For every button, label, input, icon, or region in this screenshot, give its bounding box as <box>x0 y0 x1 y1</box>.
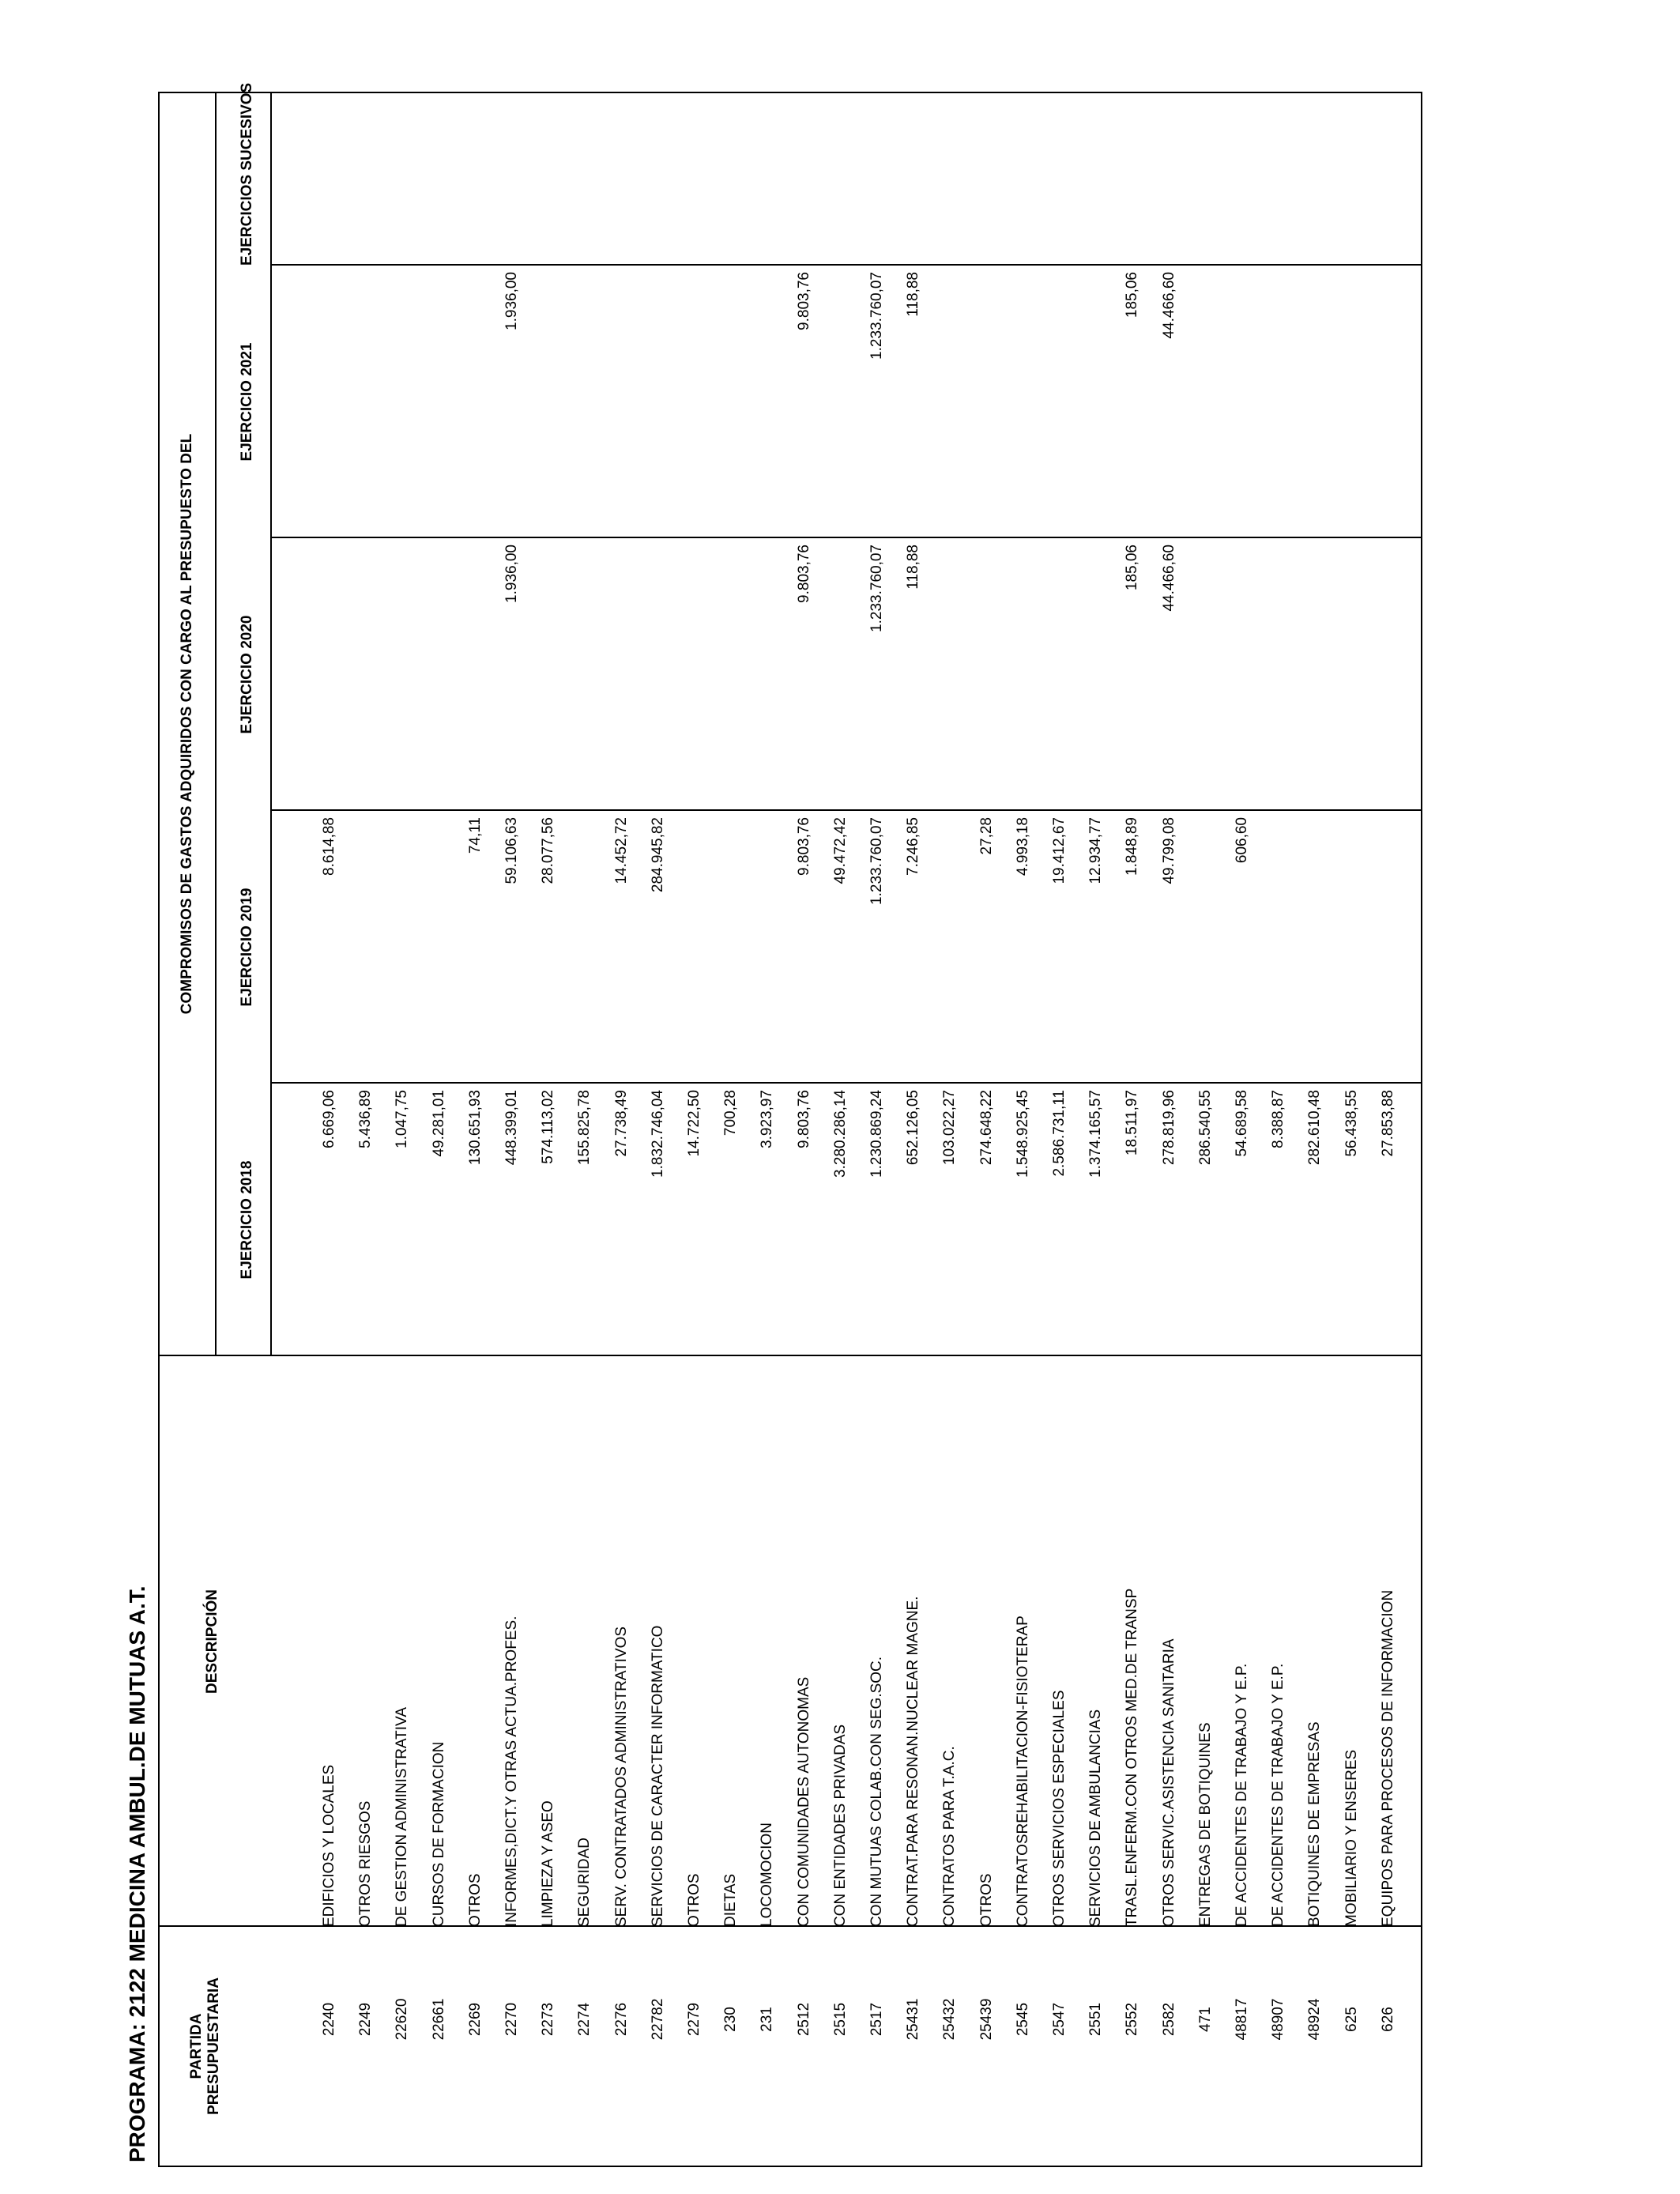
cell-descripcion: DIETAS <box>722 1873 740 1927</box>
header-descripcion: DESCRIPCIÓN <box>204 1589 220 1694</box>
header-partida <box>188 1927 223 2166</box>
cell-ejercicio-2018: 286.540,55 <box>1196 1090 1214 1166</box>
cell-partida: 25432 <box>941 1998 959 2041</box>
cell-ejercicio-2018: 103.022,27 <box>941 1090 959 1166</box>
col-divider-descripcion <box>160 1355 1421 1356</box>
cell-ejercicio-2018: 5.436,89 <box>357 1090 375 1148</box>
cell-partida: 2269 <box>466 2002 484 2037</box>
cell-ejercicio-2018: 3.923,97 <box>759 1090 776 1148</box>
cell-descripcion: CON ENTIDADES PRIVADAS <box>831 1724 849 1927</box>
cell-ejercicio-2020: 1.936,00 <box>503 545 520 603</box>
cell-descripcion: TRASL.ENFERM.CON OTROS MED.DE TRANSP <box>1124 1588 1141 1927</box>
cell-descripcion: CON MUTUAS COLAB.CON SEG.SOC. <box>868 1656 885 1927</box>
header-ejercicios-sucesivos: EJERCICIOS SUCESIVOS <box>239 82 255 266</box>
cell-ejercicio-2018: 278.819,96 <box>1160 1090 1177 1166</box>
cell-descripcion: EDIFICIOS Y LOCALES <box>321 1764 337 1927</box>
cell-descripcion: EQUIPOS PARA PROCESOS DE INFORMACION <box>1379 1589 1396 1927</box>
header-partida-line2: PRESUPUESTARIA <box>205 1977 222 2115</box>
cell-descripcion: BOTIQUINES DE EMPRESAS <box>1306 1721 1324 1927</box>
cell-partida: 2276 <box>612 2002 630 2037</box>
cell-partida: 22620 <box>394 1998 411 2041</box>
cell-ejercicio-2018: 27.738,49 <box>612 1090 630 1157</box>
cell-descripcion: DE ACCIDENTES DE TRABAJO Y E.P. <box>1234 1663 1250 1927</box>
cell-partida: 230 <box>722 2007 740 2032</box>
header-divider-compromisos <box>215 93 217 1356</box>
header-ejercicio-2020: EJERCICIO 2020 <box>239 615 255 734</box>
cell-partida: 48907 <box>1270 1998 1287 2041</box>
cell-descripcion: CONTRATOSREHABILITACION-FISIOTERAP <box>1014 1615 1031 1927</box>
cell-ejercicio-2018: 54.689,58 <box>1234 1090 1250 1157</box>
cell-ejercicio-2019: 28.077,56 <box>540 817 557 884</box>
cell-partida: 2270 <box>503 2002 520 2037</box>
cell-ejercicio-2018: 574.113,02 <box>540 1090 557 1164</box>
cell-ejercicio-2019: 49.799,08 <box>1160 817 1177 884</box>
cell-partida: 2547 <box>1051 2002 1068 2037</box>
col-divider-2021 <box>270 264 1421 266</box>
cell-ejercicio-2019: 1.233.760,07 <box>868 817 885 905</box>
cell-ejercicio-2018: 8.388,87 <box>1270 1090 1287 1148</box>
header-ejercicio-2019: EJERCICIO 2019 <box>239 888 255 1007</box>
cell-ejercicio-2020: 9.803,76 <box>795 545 812 603</box>
cell-ejercicio-2019: 7.246,85 <box>905 817 922 876</box>
cell-descripcion: DE ACCIDENTES DE TRABAJO Y E.P. <box>1270 1663 1287 1927</box>
cell-descripcion: OTROS RIESGOS <box>357 1800 375 1927</box>
cell-ejercicio-2018: 1.047,75 <box>394 1090 411 1148</box>
cell-ejercicio-2018: 155.825,78 <box>576 1090 593 1166</box>
header-compromisos: COMPROMISOS DE GASTOS ADQUIRIDOS CON CARGO AL PRESUPUESTO DEL <box>179 433 195 1015</box>
header-ejercicio-2021: EJERCICIO 2021 <box>239 342 255 462</box>
cell-ejercicio-2021: 44.466,60 <box>1160 272 1177 339</box>
cell-partida: 2512 <box>795 2002 812 2037</box>
cell-ejercicio-2018: 27.853,88 <box>1379 1090 1396 1157</box>
cell-partida: 2517 <box>868 2002 885 2037</box>
cell-ejercicio-2018: 14.722,50 <box>686 1090 703 1157</box>
cell-descripcion: MOBILIARIO Y ENSERES <box>1343 1749 1360 1927</box>
cell-ejercicio-2018: 56.438,55 <box>1343 1090 1360 1157</box>
header-partida-line1: PARTIDA <box>188 2013 205 2079</box>
cell-ejercicio-2020: 118,88 <box>905 545 922 590</box>
cell-ejercicio-2018: 2.586.731,11 <box>1051 1090 1068 1177</box>
cell-ejercicio-2019: 8.614,88 <box>321 817 337 876</box>
cell-descripcion: LIMPIEZA Y ASEO <box>540 1800 557 1927</box>
cell-ejercicio-2019: 49.472,42 <box>831 817 849 884</box>
cell-partida: 2249 <box>357 2002 375 2037</box>
cell-descripcion: CONTRATOS PARA T.A.C. <box>941 1746 959 1927</box>
cell-ejercicio-2019: 59.106,63 <box>503 817 520 884</box>
cell-ejercicio-2018: 9.803,76 <box>795 1090 812 1148</box>
cell-ejercicio-2018: 1.374.165,57 <box>1087 1090 1105 1178</box>
cell-descripcion: CURSOS DE FORMACION <box>430 1741 447 1927</box>
header-divider-ejercicios <box>270 93 272 1356</box>
cell-ejercicio-2018: 282.610,48 <box>1306 1090 1324 1166</box>
col-divider-2019 <box>270 809 1421 811</box>
cell-ejercicio-2018: 700,28 <box>722 1090 740 1137</box>
cell-ejercicio-2019: 14.452,72 <box>612 817 630 884</box>
cell-partida: 2240 <box>321 2002 337 2037</box>
cell-ejercicio-2018: 274.648,22 <box>977 1090 995 1166</box>
budget-table <box>158 82 1422 2167</box>
cell-descripcion: ENTREGAS DE BOTIQUINES <box>1196 1722 1214 1927</box>
cell-descripcion: SERV. CONTRATADOS ADMINISTRATIVOS <box>612 1626 630 1927</box>
cell-descripcion: SEGURIDAD <box>576 1838 593 1927</box>
cell-descripcion: CONTRAT.PARA RESONAN.NUCLEAR MAGNE. <box>905 1596 922 1927</box>
col-divider-partida <box>160 1925 1421 1927</box>
cell-ejercicio-2018: 448.399,01 <box>503 1090 520 1166</box>
cell-ejercicio-2021: 1.233.760,07 <box>868 272 885 360</box>
cell-descripcion: OTROS <box>686 1873 703 1927</box>
cell-ejercicio-2019: 4.993,18 <box>1014 817 1031 876</box>
cell-ejercicio-2020: 1.233.760,07 <box>868 545 885 632</box>
cell-partida: 2279 <box>686 2002 703 2037</box>
header-ejercicio-2018: EJERCICIO 2018 <box>239 1160 255 1280</box>
cell-descripcion: DE GESTION ADMINISTRATIVA <box>394 1707 411 1927</box>
cell-descripcion: INFORMES,DICT.Y OTRAS ACTUA.PROFES. <box>503 1615 520 1927</box>
cell-ejercicio-2018: 49.281,01 <box>430 1090 447 1157</box>
cell-partida: 22661 <box>430 1998 447 2041</box>
cell-ejercicio-2021: 9.803,76 <box>795 272 812 330</box>
cell-ejercicio-2021: 1.936,00 <box>503 272 520 330</box>
cell-ejercicio-2019: 9.803,76 <box>795 817 812 876</box>
cell-partida: 2515 <box>831 2002 849 2037</box>
cell-partida: 625 <box>1343 2007 1360 2032</box>
page-title: PROGRAMA: 2122 MEDICINA AMBUL.DE MUTUAS A.T. <box>125 1585 149 2162</box>
cell-partida: 2552 <box>1124 2002 1141 2037</box>
cell-ejercicio-2021: 118,88 <box>905 272 922 317</box>
cell-partida: 48817 <box>1234 1998 1250 2041</box>
cell-ejercicio-2020: 185,06 <box>1124 545 1141 591</box>
cell-descripcion: CON COMUNIDADES AUTONOMAS <box>795 1676 812 1927</box>
cell-partida: 22782 <box>649 1998 666 2041</box>
cell-partida: 25431 <box>905 1998 922 2041</box>
cell-partida: 25439 <box>977 1998 995 2041</box>
cell-partida: 471 <box>1196 2007 1214 2032</box>
cell-partida: 2545 <box>1014 2002 1031 2037</box>
cell-ejercicio-2018: 3.280.286,14 <box>831 1090 849 1178</box>
cell-ejercicio-2018: 130.651,93 <box>466 1090 484 1166</box>
cell-ejercicio-2019: 19.412,67 <box>1051 817 1068 884</box>
cell-ejercicio-2018: 1.548.925,45 <box>1014 1090 1031 1178</box>
cell-ejercicio-2018: 1.230.869,24 <box>868 1090 885 1178</box>
cell-ejercicio-2018: 6.669,06 <box>321 1090 337 1148</box>
cell-descripcion: SERVICIOS DE CARACTER INFORMATICO <box>649 1625 666 1927</box>
cell-partida: 2274 <box>576 2002 593 2037</box>
cell-descripcion: SERVICIOS DE AMBULANCIAS <box>1087 1709 1105 1927</box>
cell-ejercicio-2018: 1.832.746,04 <box>649 1090 666 1178</box>
cell-descripcion: OTROS <box>977 1873 995 1927</box>
cell-partida: 48924 <box>1306 1998 1324 2041</box>
cell-ejercicio-2018: 18.511,97 <box>1124 1090 1141 1156</box>
cell-descripcion: OTROS <box>466 1873 484 1927</box>
cell-ejercicio-2019: 606,60 <box>1234 817 1250 864</box>
cell-partida: 626 <box>1379 2007 1396 2032</box>
cell-ejercicio-2021: 185,06 <box>1124 272 1141 319</box>
cell-partida: 231 <box>759 2007 776 2032</box>
col-divider-2020 <box>270 537 1421 538</box>
cell-ejercicio-2019: 284.945,82 <box>649 817 666 893</box>
cell-partida: 2551 <box>1087 2002 1105 2037</box>
cell-descripcion: LOCOMOCION <box>759 1823 776 1927</box>
cell-descripcion: OTROS SERVICIOS ESPECIALES <box>1051 1690 1068 1927</box>
cell-ejercicio-2019: 1.848,89 <box>1124 817 1141 876</box>
cell-partida: 2582 <box>1160 2002 1177 2037</box>
cell-ejercicio-2019: 12.934,77 <box>1087 817 1105 884</box>
cell-ejercicio-2019: 27,28 <box>977 817 995 855</box>
cell-ejercicio-2019: 74,11 <box>466 817 484 854</box>
cell-descripcion: OTROS SERVIC.ASISTENCIA SANITARIA <box>1160 1638 1177 1927</box>
cell-partida: 2273 <box>540 2002 557 2037</box>
cell-ejercicio-2020: 44.466,60 <box>1160 545 1177 612</box>
cell-ejercicio-2018: 652.126,05 <box>905 1090 922 1166</box>
